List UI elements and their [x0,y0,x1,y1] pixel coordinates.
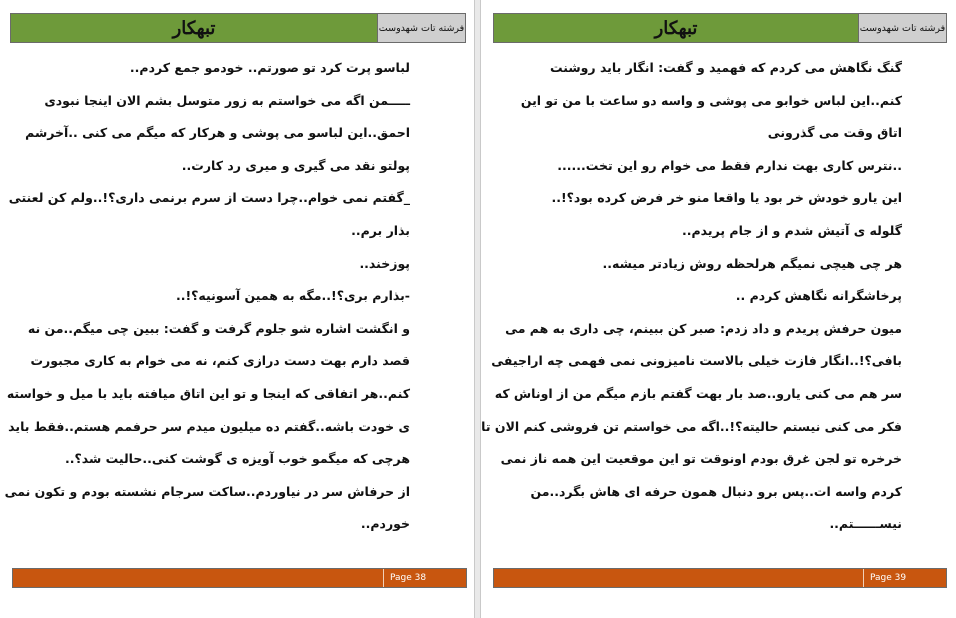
text-line: و انگشت اشاره شو جلوم گرفت و گفت: ببین چی میگم..من نه [27,320,410,336]
text-line: پرخاشگرانه نگاهش کردم .. [735,288,902,304]
text-line: گلوله ی آتیش شدم و از جام پریدم.. [682,222,902,238]
text-line: لباسو پرت کرد تو صورتم.. خودمو جمع کردم.. [129,60,410,75]
text-line: کنم..هر اتفاقی که اینجا و تو این اتاق میافته باید با میل و خواسته [6,385,410,401]
text-line: کنم..این لباس خوابو می پوشی و واسه دو ساعت با من تو این [520,92,902,108]
page-footer [12,568,467,588]
author-name: فرشته تات شهدوست [859,14,946,42]
text-line: گنگ نگاهش می کردم که فهمید و گفت: انگار باید روشنت [550,60,902,75]
text-line: از حرفاش سر در نیاوردم..ساکت سرجام نشسته بودم و تکون نمی [4,483,410,499]
page-body-text [4,52,410,541]
text-line: هرچی که میگمو خوب آویزه ی گوشت کنی..حالیت شد؟.. [65,451,410,467]
page-body-text [481,52,902,541]
page-number: Page 39 [863,569,946,587]
page-38 [0,0,475,618]
book-title: تبهکار [494,14,859,42]
text-line: احمق..این لباسو می پوشی و هرکار که میگم می کنی ..آخرشم [25,125,410,141]
page-39 [480,0,956,618]
footer-bar [13,569,383,587]
text-line: کردم واسه ات..پس برو دنبال همون حرفه ای هاش بگرد..من [530,483,902,499]
text-line: هر چی هیچی نمیگم هرلحظه روش زیادتر میشه.. [602,255,902,271]
text-line: میون حرفش پریدم و داد زدم: صبر کن ببینم، چی داری به هم می [505,320,902,336]
author-name: فرشته تات شهدوست [378,14,465,42]
text-line: خرخره تو لجن غرق بودم اونوقت تو این موقعیت این همه ناز نمی [500,451,902,467]
text-line: ..نترس کاری بهت ندارم فقط می خوام رو این تخت...... [557,157,902,173]
text-line: ـــــمن اگه می خواستم به زور متوسل بشم الان اینجا نبودی [44,92,410,108]
book-title: تبهکار [11,14,378,42]
page-footer [493,568,947,588]
text-line: ی خودت باشه..گفتم ده میلیون میدم سر حرفمم هستم..فقط باید [8,418,410,434]
text-line: خوردم.. [360,516,410,532]
text-line: بذار برم.. [351,222,410,238]
text-line: پوزخند.. [359,255,410,271]
text-line: سر هم می کنی یارو..صد بار بهت گفتم بازم میگم من از اوناش که [494,385,902,401]
text-line: فکر می کنی نیستم حالیته؟!..اگه می خواستم تن فروشی کنم الان تا [481,418,902,434]
text-line: اتاق وقت می گذرونی [767,125,902,141]
text-line: نیســــــتم.. [829,516,902,532]
page-header [493,13,947,43]
text-line: بافی؟!..انگار فازت خیلی بالاست نامیزونی نمی فهمی چه اراجیفی [491,353,902,369]
text-line: -بذارم بری؟!..مگه به همین آسونیه؟!.. [175,288,410,304]
footer-bar [494,569,863,587]
text-line: این یارو خودش خر بود یا واقعا منو خر فرض کرده بود؟!.. [551,190,902,206]
page-number: Page 38 [383,569,466,587]
text-line: _گفتم نمی خوام..چرا دست از سرم برنمی داری؟!..ولم کن لعنتی [8,190,410,206]
text-line: پولتو نقد می گیری و میری رد کارت.. [181,157,410,173]
page-header [10,13,466,43]
text-line: قصد دارم بهت دست درازی کنم، نه می خوام به کاری مجبورت [30,353,410,369]
